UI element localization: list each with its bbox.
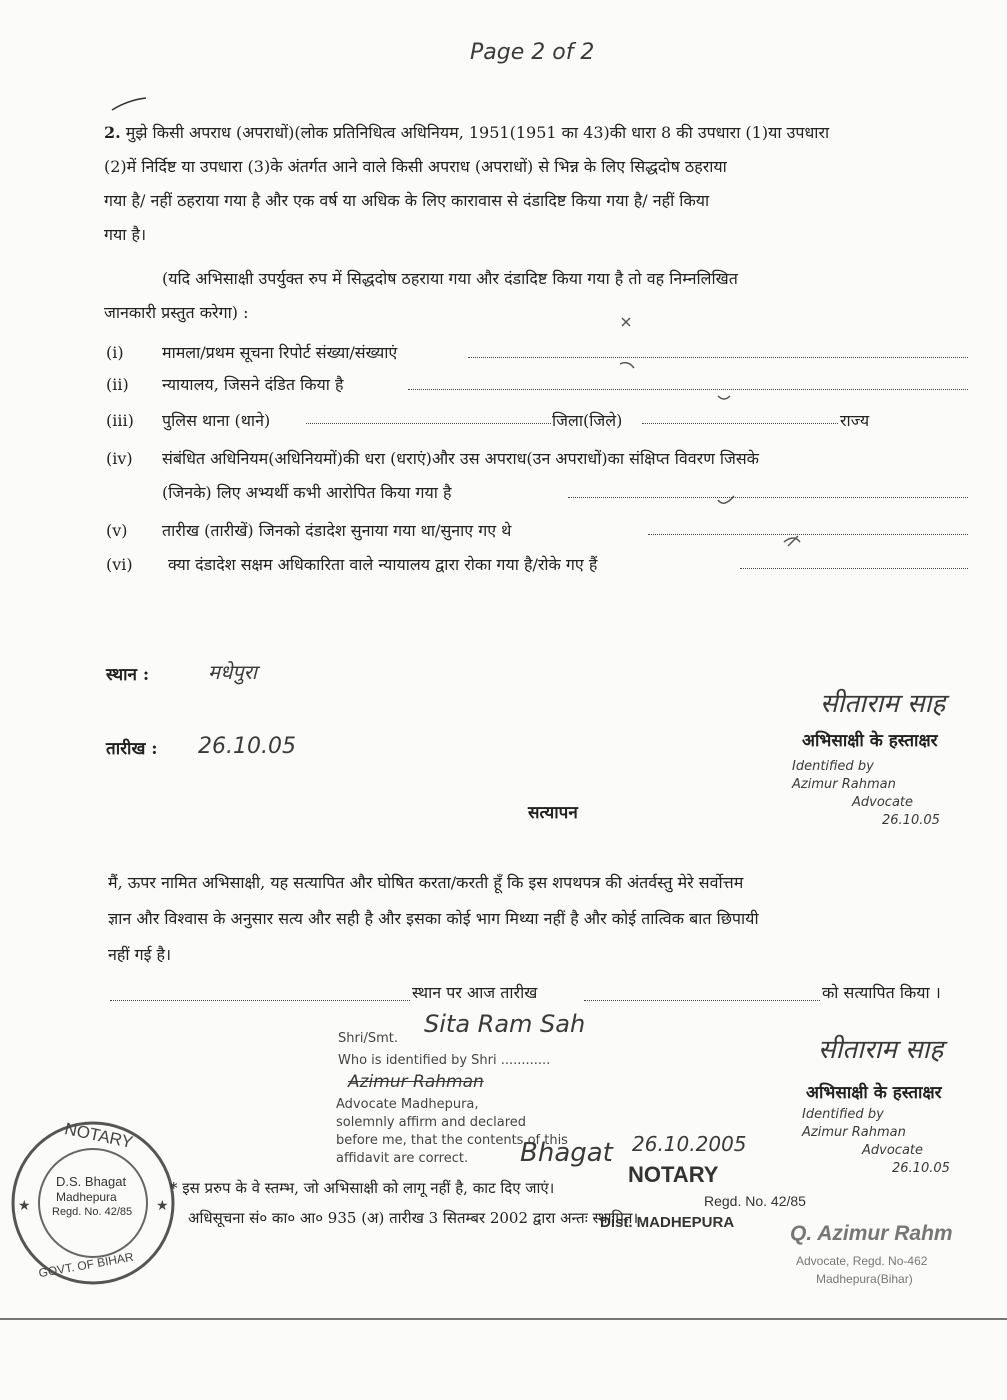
clause-line: गया है/ नहीं ठहराया गया है और एक वर्ष या अधिक के लिए कारावास से दंडादिष्ट किया गया है/ नहीं किया	[104, 191, 710, 210]
verification-heading: सत्यापन	[528, 803, 578, 823]
place-value: मधेपुरा	[208, 660, 257, 684]
place-label: स्थान :	[106, 665, 150, 685]
date-label: तारीख :	[106, 739, 158, 759]
notary-identified-by: Who is identified by Shri ............	[338, 1053, 551, 1068]
deponent-sign-label: अभिसाक्षी के हस्ताक्षर	[806, 1083, 942, 1103]
clause-line: गया है।	[104, 225, 147, 244]
cross-marks	[600, 310, 980, 560]
notary-shri-name: Sita Ram Sah	[424, 1010, 586, 1038]
clause-number: 2.	[104, 123, 121, 142]
advocate-stamp-name: Q. Azimur Rahm	[790, 1222, 953, 1245]
clause-2	[104, 116, 829, 149]
scan-edge-line	[0, 1318, 1007, 1320]
fill-line	[584, 1000, 820, 1001]
svg-text:★: ★	[18, 1198, 31, 1214]
svg-text:★: ★	[156, 1198, 169, 1214]
place-date-text: स्थान पर आज तारीख	[412, 983, 538, 1002]
notary-regd: Regd. No. 42/85	[704, 1193, 806, 1209]
identified-note: Identified by Azimur Rahman Advocate 26.10.05	[792, 759, 940, 828]
notary-line: solemnly affirm and declared	[336, 1115, 526, 1130]
page-number-note: Page 2 of 2	[470, 40, 595, 65]
fill-line	[740, 568, 968, 569]
notary-line: Advocate Madhepura,	[336, 1097, 479, 1112]
seal-name: D.S. Bhagat	[56, 1174, 127, 1189]
deponent-sign-label: अभिसाक्षी के हस्ताक्षर	[802, 731, 938, 751]
item-label: तारीख (तारीखें) जिनको दंडादेश सुनाया गया था/सुनाए गए थे	[162, 521, 512, 540]
advocate-stamp-regd: Advocate, Regd. No-462	[796, 1254, 928, 1268]
verification-line: ज्ञान और विश्वास के अनुसार सत्य और सही है और इसका कोई भाग मिथ्या नहीं है और कोई तात्विक बात छिपायी	[108, 909, 759, 928]
notary-date: 26.10.2005	[632, 1132, 747, 1156]
footnote-line: अधिसूचना सं० का० आ० 935 (अ) तारीख 3 सितम्बर 2002 द्वारा अन्तः स्थापित।	[188, 1209, 639, 1227]
clause-line: मुझे किसी अपराध (अपराधों)(लोक प्रतिनिधित्व अधिनियम, 1951(1951 का 43)की धारा 8 की उपधारा (1)या उपधारा	[125, 123, 830, 142]
item-number: (vi)	[106, 555, 133, 574]
verification-line: मैं, ऊपर नामित अभिसाक्षी, यह सत्यापित और घोषित करता/करती हूँ कि इस शपथपत्र की अंतर्वस्तु मेरे सर्वोत्तम	[108, 873, 744, 892]
fill-line	[110, 1000, 410, 1001]
seal-regd: Regd. No. 42/85	[52, 1206, 133, 1218]
deponent-signature: सीताराम साह	[818, 1035, 944, 1065]
footnote-line: * इस प्ररुप के वे स्तम्भ, जो अभिसाक्षी को लागू नहीं है, काट दिए जाएं।	[170, 1179, 555, 1197]
item-label-district: जिला(जिले)	[552, 411, 623, 430]
item-label-cont: (जिनके) लिए अभ्यर्थी कभी आरोपित किया गया है	[162, 483, 452, 502]
item-label: पुलिस थाना (थाने)	[162, 411, 271, 430]
item-number: (v)	[106, 521, 128, 540]
identified-note: Identified by Azimur Rahman Advocate 26.10.05	[802, 1107, 950, 1176]
pen-mark	[110, 96, 150, 116]
item-label: मामला/प्रथम सूचना रिपोर्ट संख्या/संख्याएं	[162, 343, 398, 362]
seal-bottom-text: GOVT. OF BIHAR	[37, 1249, 135, 1281]
deponent-signature: सीताराम साह	[820, 689, 946, 719]
date-value: 26.10.05	[198, 734, 296, 759]
notary-identifier-name: Azimur Rahman	[348, 1072, 484, 1092]
item-label: न्यायालय, जिसने दंडित किया है	[162, 375, 344, 394]
notary-shri-label: Shri/Smt.	[338, 1031, 398, 1046]
notary-district: Dist. MADHEPURA	[600, 1214, 735, 1231]
verification-line: नहीं गई है।	[108, 945, 172, 964]
item-number: (ii)	[106, 375, 129, 394]
conditional-note-cont: जानकारी प्रस्तुत करेगा) :	[104, 303, 249, 322]
notary-title: NOTARY	[628, 1162, 719, 1187]
item-number: (iv)	[106, 449, 133, 468]
item-label-state: राज्य	[840, 411, 870, 430]
notary-line: before me, that the contents of this	[336, 1133, 568, 1148]
seal-top-text: NOTARY	[62, 1119, 135, 1153]
notary-signature: Bhagat	[520, 1138, 613, 1168]
verified-text: को सत्यापित किया ।	[822, 983, 941, 1002]
advocate-stamp-place: Madhepura(Bihar)	[816, 1272, 913, 1286]
item-number: (i)	[106, 343, 124, 362]
item-label: क्या दंडादेश सक्षम अधिकारिता वाले न्यायालय द्वारा रोका गया है/रोके गए हैं	[168, 555, 598, 574]
conditional-note: (यदि अभिसाक्षी उपर्युक्त रुप में सिद्धदोष ठहराया गया और दंडादिष्ट किया गया है तो वह निम्नलिखित	[162, 269, 738, 288]
seal-place: Madhepura	[56, 1190, 117, 1204]
clause-line: (2)में निर्दिष्ट या उपधारा (3)के अंतर्गत आने वाले किसी अपराध (अपराधों) से भिन्न के लिए सिद्धदोष ठहराया	[104, 157, 727, 176]
notary-line: affidavit are correct.	[336, 1151, 469, 1166]
item-label: संबंधित अधिनियम(अधिनियमों)की धरा (धराएं)और उस अपराध(उन अपराधों)का संक्षिप्त विवरण जिसके	[162, 449, 759, 468]
fill-line	[306, 423, 551, 424]
notary-seal	[8, 1118, 178, 1288]
item-number: (iii)	[106, 411, 134, 430]
